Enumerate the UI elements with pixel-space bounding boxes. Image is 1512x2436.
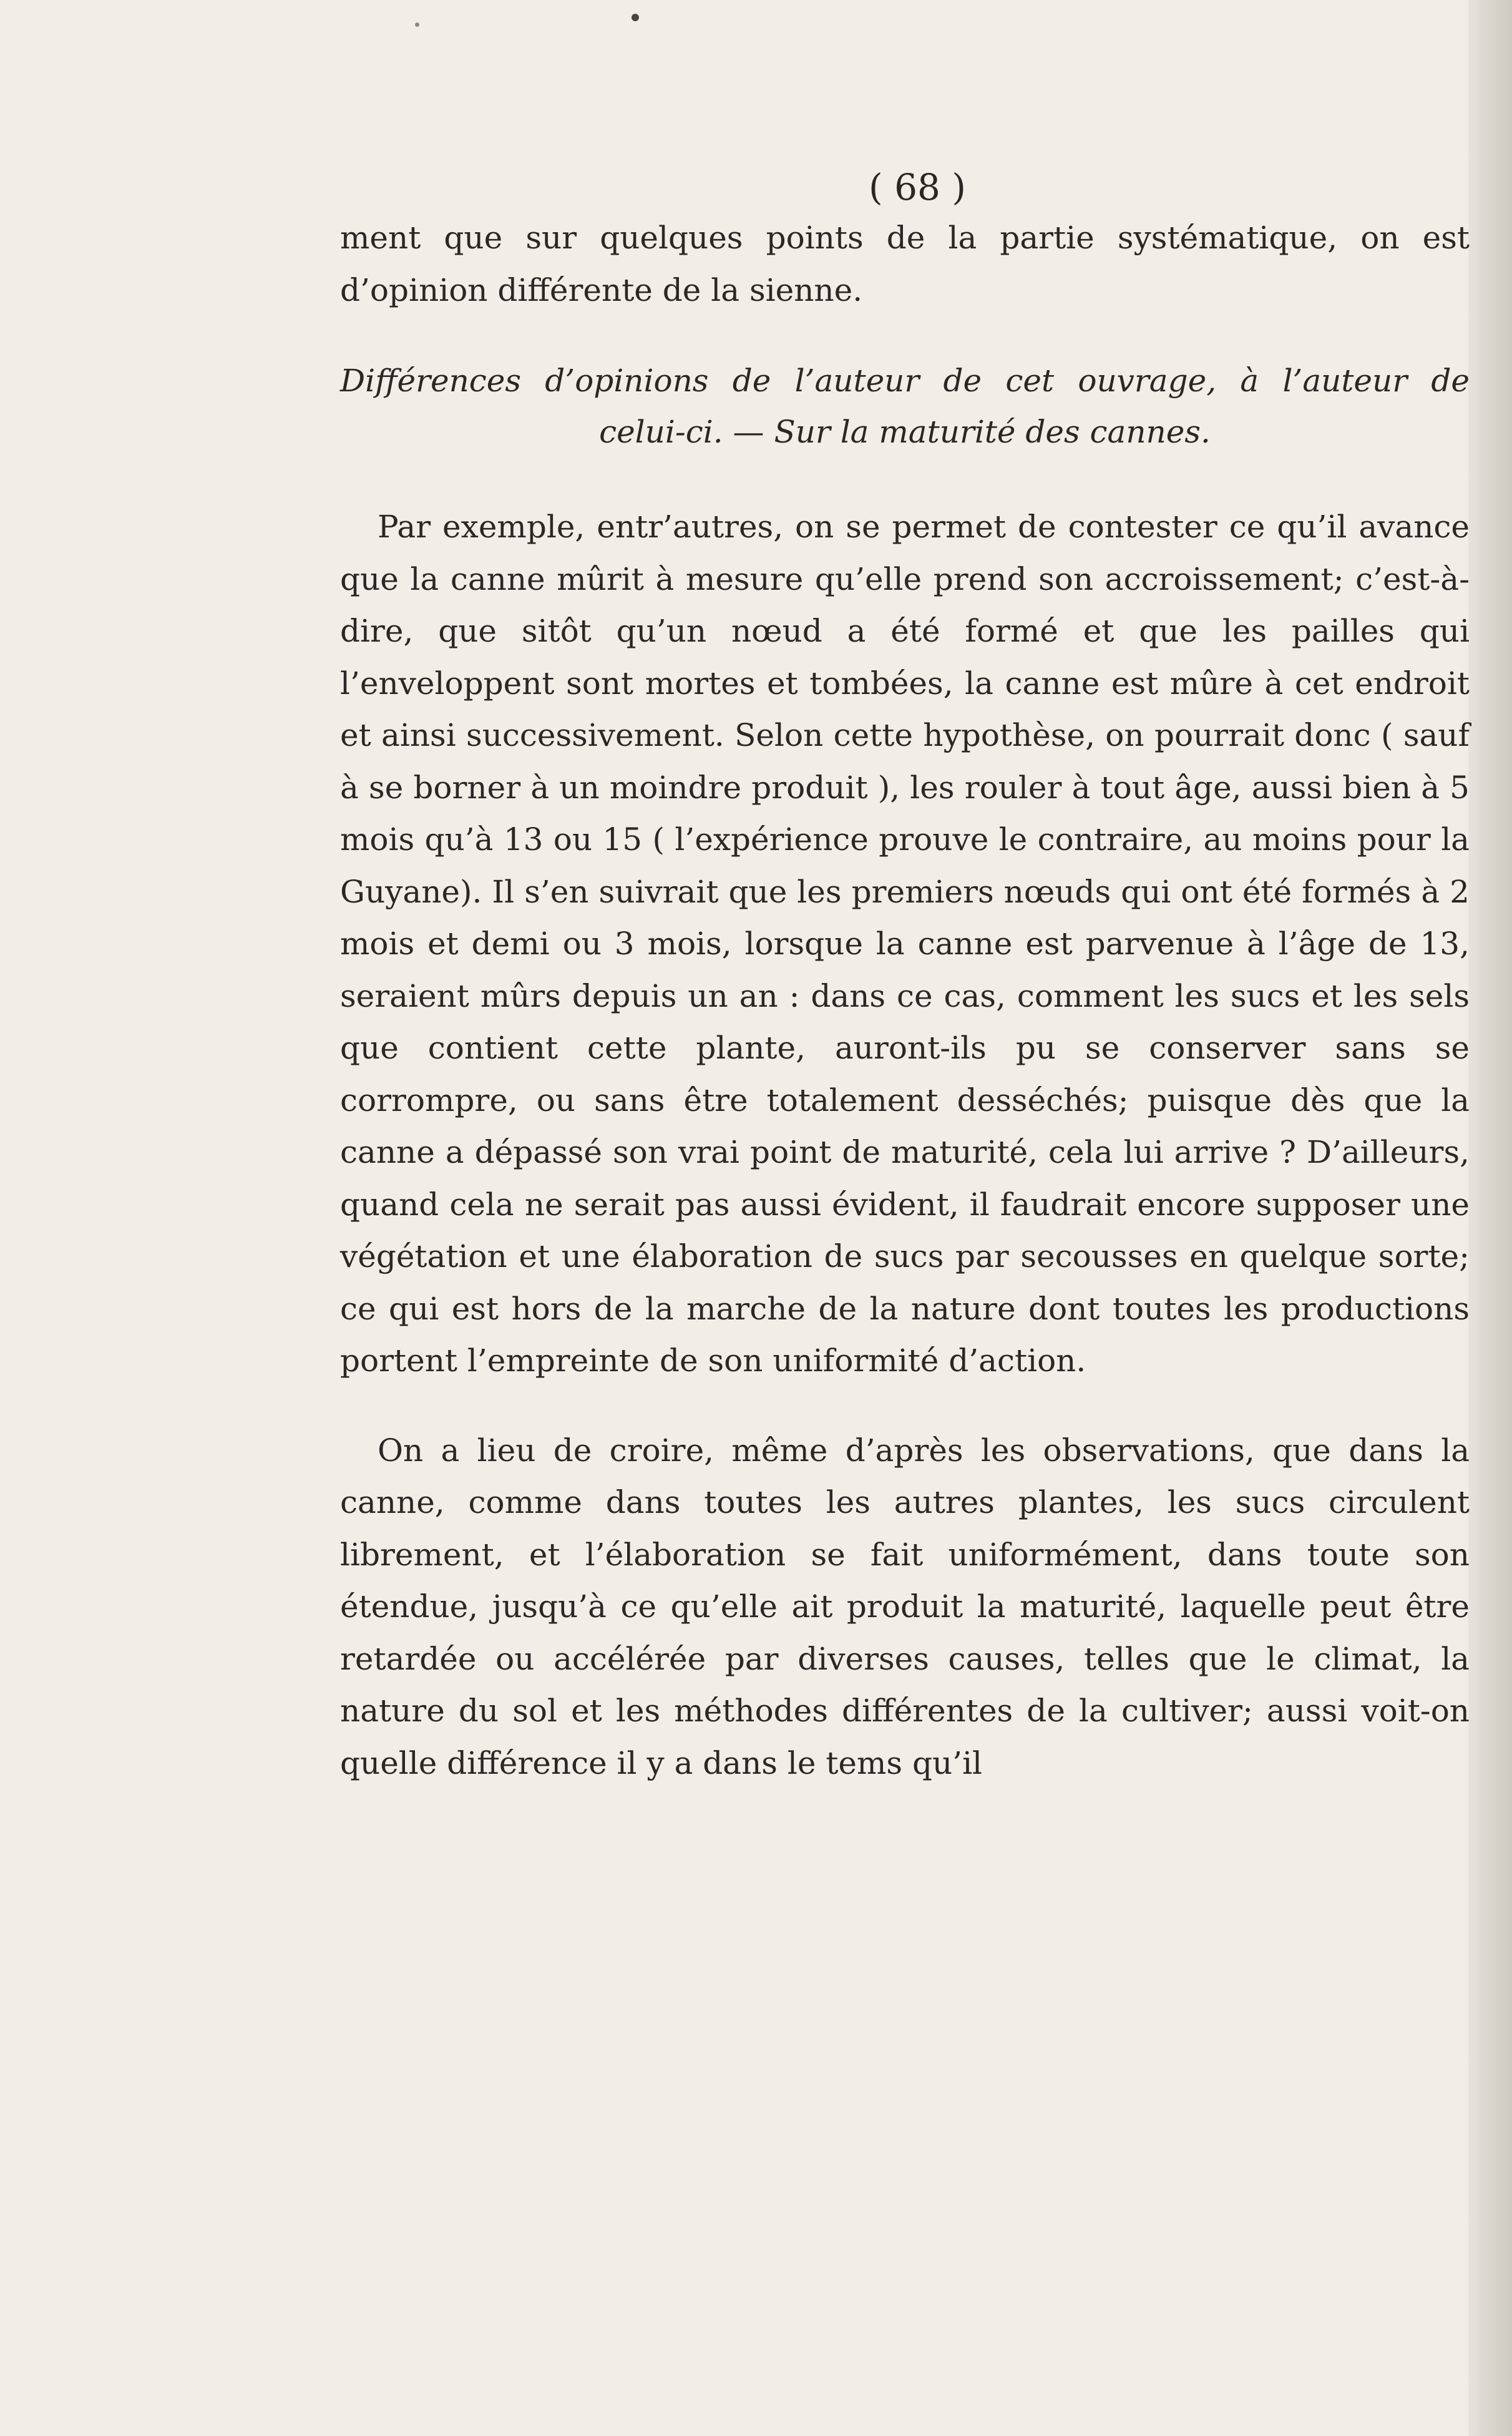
page-text [340,162,1470,1789]
page-number: ( 68 ) [869,166,966,208]
paragraph-continuation: ment que sur quelques points de la partie systématique, on est d’opinion différente de la sienne. [340,220,1470,308]
section-heading-line-2: celui-ci. — Sur la maturité des cannes. [599,414,1211,450]
paragraph-2: On a lieu de croire, même d’après les observations, que dans la canne, comme dans toutes les autres plantes, les sucs circulent librement, et l’élaboration se fait uniformément, dans toute son étendue, jusqu’à ce qu’elle ait produit la maturité, laquelle peut être retardée ou accélérée par diverses causes, telles que le climat, la nature du sol et les méthodes différentes de la cultiver; aussi voit-on quelle différence il y a dans le tems qu’il [340,1432,1470,1781]
ink-speck [415,22,419,27]
section-heading-line-1: Différences d’opinions de l’auteur de cet ouvrage, à l’auteur de [340,363,1470,399]
paragraph-gap [340,1387,1470,1425]
paragraph-1: Par exemple, entr’autres, on se permet de contester ce qu’il avance que la canne mûrit à mesure qu’elle prend son accroissement; c’est-à-dire, que sitôt qu’un nœud a été formé et que les pailles qui l’enveloppent sont mortes et tombées, la canne est mûre à cet endroit et ainsi successivement. Selon cette hypothèse, on pourrait donc ( sauf à se borner à un moindre produit ), les rouler à tout âge, aussi bien à 5 mois qu’à 13 ou 15 ( l’expérience prouve le contraire, au moins pour la Guyane). Il s’en suivrait que les premiers nœuds qui ont été formés à 2 mois et demi ou 3 mois, lorsque la canne est parvenue à l’âge de 13, seraient mûrs depuis un an : dans ce cas, comment les sucs et les sels que contient cette plante, auront-ils pu se conserver sans se corrompre, ou sans être totalement desséchés; puisque dès que la canne a dépassé son vrai point de maturité, cela lui arrive ? D’ailleurs, quand cela ne serait pas aussi évident, il faudrait encore supposer une végétation et une élaboration de sucs par secousses en quelque sorte; ce qui est hors de la marche de la nature dont toutes les productions portent l’empreinte de son uniformité d’action. [340,509,1470,1379]
page-gutter-shadow [1468,0,1512,2436]
ink-speck [632,14,639,21]
section-heading [340,355,1470,457]
